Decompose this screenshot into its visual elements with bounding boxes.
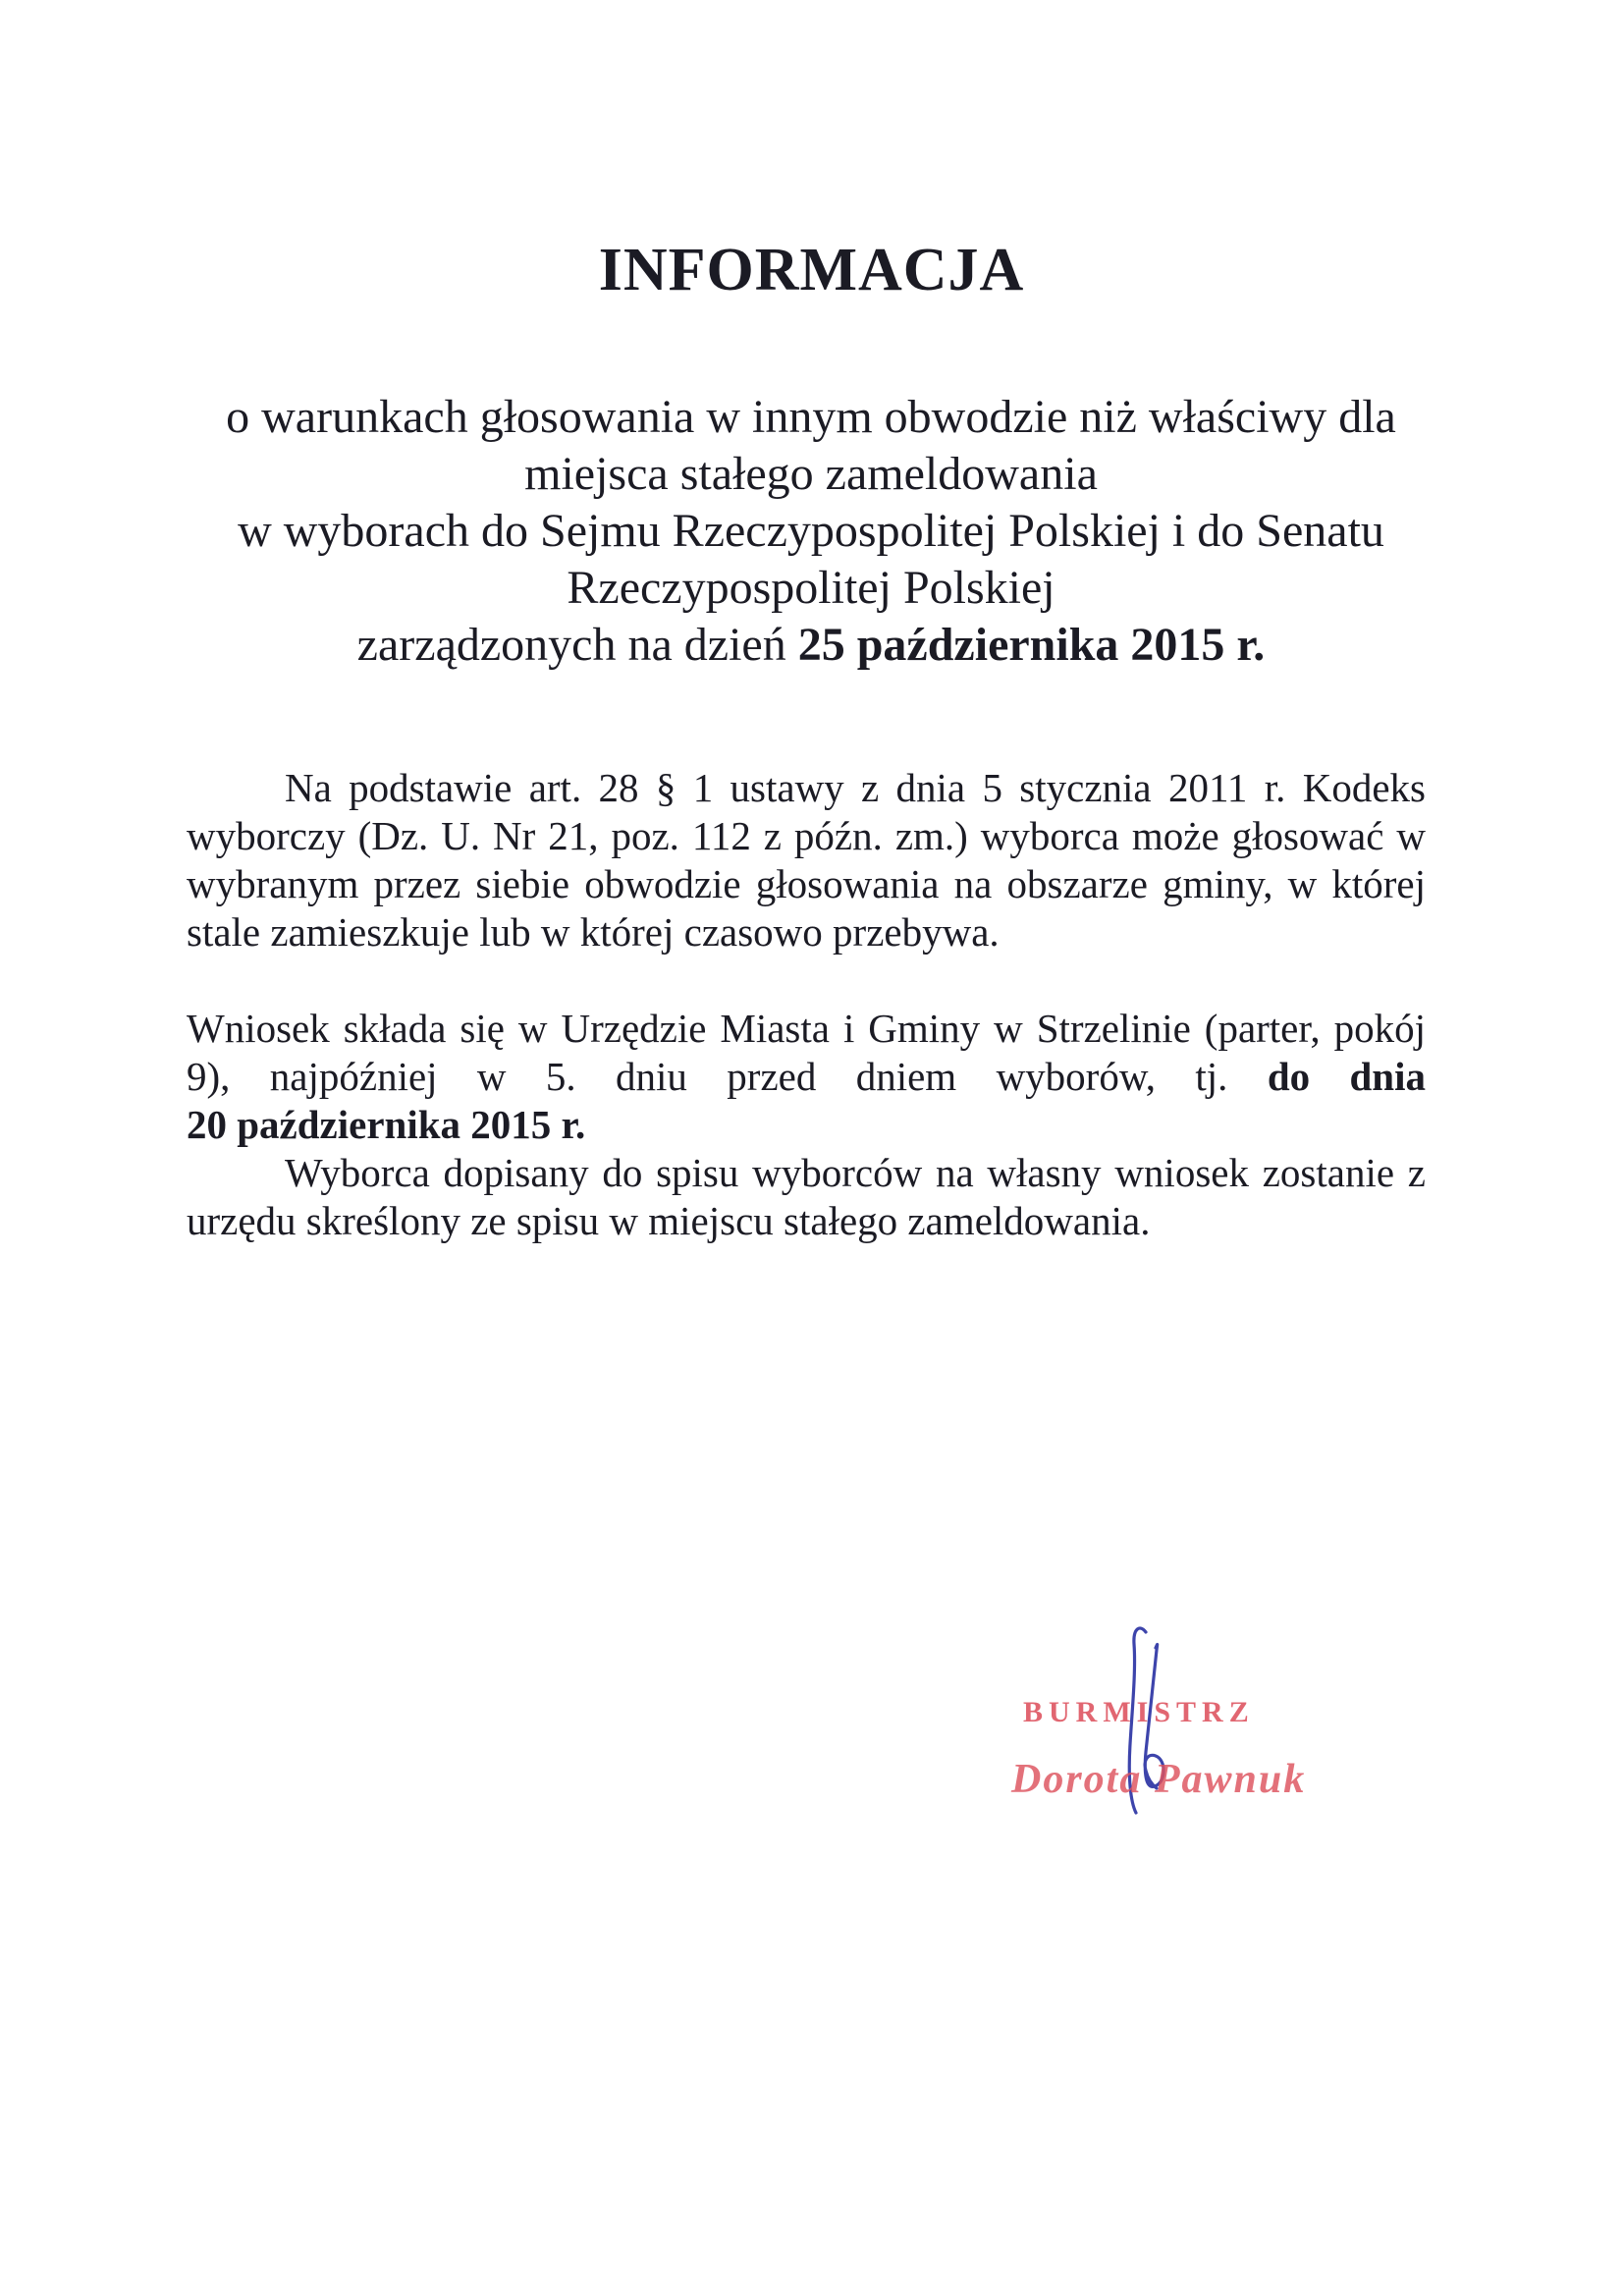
paragraph-application-submission: [187, 1005, 1426, 1149]
body-text-line: [187, 812, 1426, 860]
text-segment: Na podstawie art. 28 § 1 ustawy z dnia 5 stycznia 2011 r. Kodeks: [285, 765, 1426, 810]
text-segment: miejsca stałego zameldowania: [524, 448, 1098, 500]
body-text-line: [187, 1005, 1426, 1053]
body-text-line: [187, 1101, 1426, 1149]
subtitle-line: [94, 446, 1528, 503]
text-segment: wybranym przez siebie obwodzie głosowania na obszarze gminy, w której: [187, 861, 1426, 906]
document-body: [187, 764, 1426, 1245]
paragraph-legal-basis: [187, 764, 1426, 957]
text-segment: Wniosek składa się w Urzędzie Miasta i Gminy w Strzelinie (parter, pokój: [187, 1006, 1426, 1051]
body-text-line: [187, 908, 1426, 957]
subtitle-line: [94, 560, 1528, 617]
body-text-line: [187, 1149, 1426, 1197]
body-text-line: [187, 1197, 1426, 1245]
signature-area: [982, 1611, 1394, 1866]
bold-text-segment: do dnia: [1267, 1054, 1426, 1099]
subtitle-line: [94, 617, 1528, 674]
text-segment: 9), najpóźniej w 5. dniu przed dniem wyborów, tj.: [187, 1054, 1268, 1099]
text-segment: urzędu skreślony ze spisu w miejscu stałego zameldowania.: [187, 1198, 1151, 1243]
mayor-stamp-name: Dorota Pawnuk: [1011, 1757, 1307, 1802]
bold-text-segment: 20 października 2015 r.: [187, 1102, 586, 1147]
text-segment: zarządzonych na dzień: [356, 619, 798, 671]
mayor-stamp-title: BURMISTRZ: [1023, 1696, 1255, 1728]
subtitle-line: [94, 389, 1528, 446]
text-segment: Wyborca dopisany do spisu wyborców na własny wniosek zostanie z: [285, 1150, 1426, 1195]
body-text-line: [187, 1053, 1426, 1101]
text-segment: Rzeczypospolitej Polskiej: [567, 562, 1055, 614]
bold-text-segment: 25 października 2015 r.: [797, 619, 1266, 671]
subtitle-line: [94, 503, 1528, 560]
document-title: INFORMACJA: [598, 237, 1025, 303]
document-subtitle: [94, 389, 1528, 674]
text-segment: w wyborach do Sejmu Rzeczypospolitej Polskiej i do Senatu: [238, 505, 1384, 557]
text-segment: stale zamieszkuje lub w której czasowo przebywa.: [187, 909, 1000, 955]
body-text-line: [187, 764, 1426, 812]
text-segment: wyborczy (Dz. U. Nr 21, poz. 112 z późn. zm.) wyborca może głosować w: [187, 813, 1426, 858]
body-text-line: [187, 860, 1426, 908]
text-segment: o warunkach głosowania w innym obwodzie niż właściwy dla: [226, 391, 1396, 443]
paragraph-register-removal: [187, 1149, 1426, 1245]
